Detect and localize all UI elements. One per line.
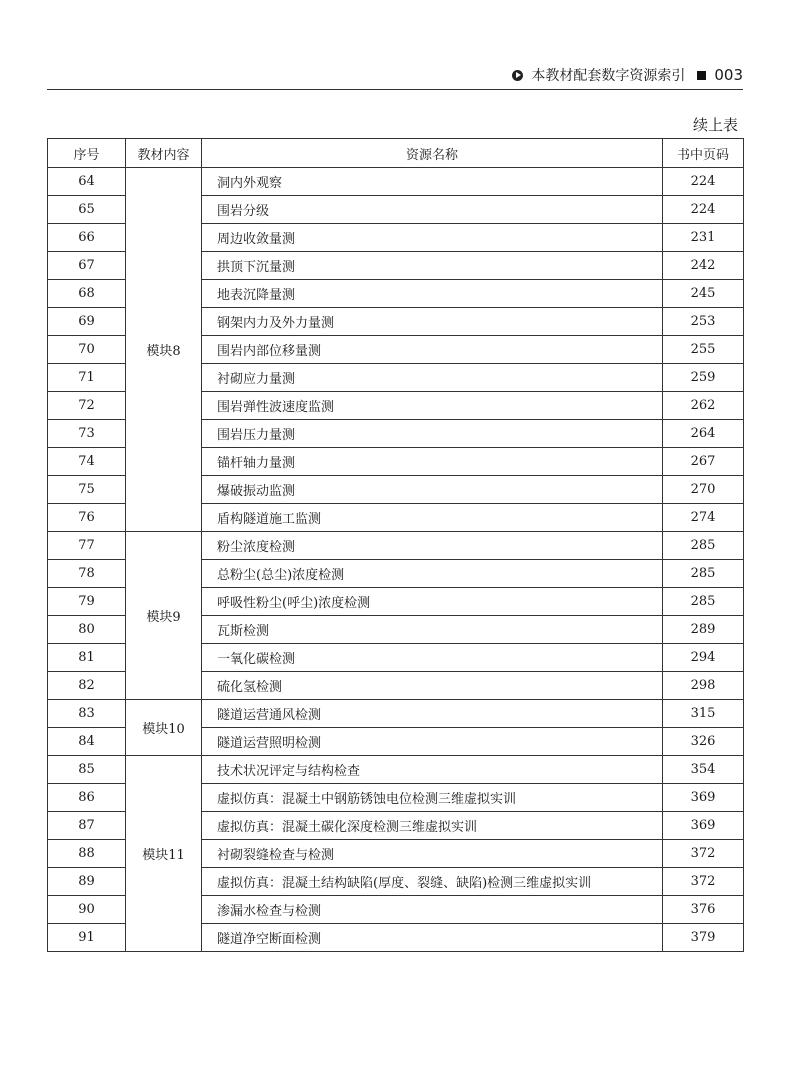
resource-name: 呼吸性粉尘(呼尘)浓度检测 [202,588,663,616]
row-index: 66 [48,224,126,252]
resource-name: 围岩分级 [202,196,663,224]
resource-name: 盾构隧道施工监测 [202,504,663,532]
row-index: 64 [48,168,126,196]
page-ref: 369 [663,812,744,840]
page-ref: 259 [663,364,744,392]
page-ref: 298 [663,672,744,700]
row-index: 71 [48,364,126,392]
module-cell: 模块9 [126,532,202,700]
table-header-row [48,139,744,168]
row-index: 86 [48,784,126,812]
row-index: 77 [48,532,126,560]
page-ref: 255 [663,336,744,364]
resource-index-table [47,138,744,952]
row-index: 68 [48,280,126,308]
page-ref: 231 [663,224,744,252]
resource-name: 虚拟仿真：混凝土碳化深度检测三维虚拟实训 [202,812,663,840]
resource-name: 周边收敛量测 [202,224,663,252]
page-ref: 294 [663,644,744,672]
table-row [48,700,744,728]
table-body [48,168,744,952]
page-ref: 245 [663,280,744,308]
page-ref: 224 [663,168,744,196]
page-ref: 372 [663,840,744,868]
page-ref: 376 [663,896,744,924]
page-ref: 289 [663,616,744,644]
square-bullet-icon [697,71,706,80]
page-ref: 267 [663,448,744,476]
page-ref: 315 [663,700,744,728]
table-row [48,532,744,560]
page-ref: 253 [663,308,744,336]
running-header [47,62,743,88]
arrow-bullet-icon [512,70,523,81]
row-index: 90 [48,896,126,924]
resource-name: 虚拟仿真：混凝土中钢筋锈蚀电位检测三维虚拟实训 [202,784,663,812]
row-index: 84 [48,728,126,756]
row-index: 74 [48,448,126,476]
page-number: 003 [714,66,743,84]
resource-name: 粉尘浓度检测 [202,532,663,560]
header-module: 教材内容 [126,139,202,168]
resource-name: 爆破振动监测 [202,476,663,504]
resource-name: 隧道净空断面检测 [202,924,663,952]
row-index: 89 [48,868,126,896]
page-ref: 369 [663,784,744,812]
resource-name: 总粉尘(总尘)浓度检测 [202,560,663,588]
resource-name: 渗漏水检查与检测 [202,896,663,924]
header-name: 资源名称 [202,139,663,168]
page-ref: 274 [663,504,744,532]
header-title: 本教材配套数字资源索引 [531,68,686,84]
page-ref: 224 [663,196,744,224]
row-index: 67 [48,252,126,280]
row-index: 83 [48,700,126,728]
header-index: 序号 [48,139,126,168]
row-index: 82 [48,672,126,700]
row-index: 65 [48,196,126,224]
resource-name: 虚拟仿真：混凝土结构缺陷(厚度、裂缝、缺陷)检测三维虚拟实训 [202,868,663,896]
resource-name: 拱顶下沉量测 [202,252,663,280]
row-index: 69 [48,308,126,336]
row-index: 78 [48,560,126,588]
row-index: 91 [48,924,126,952]
header-page: 书中页码 [663,139,744,168]
page-ref: 285 [663,588,744,616]
row-index: 73 [48,420,126,448]
resource-name: 技术状况评定与结构检查 [202,756,663,784]
table-row [48,168,744,196]
resource-name: 隧道运营通风检测 [202,700,663,728]
row-index: 85 [48,756,126,784]
table-row [48,756,744,784]
page-ref: 242 [663,252,744,280]
row-index: 81 [48,644,126,672]
resource-name: 锚杆轴力量测 [202,448,663,476]
page-ref: 270 [663,476,744,504]
resource-name: 一氧化碳检测 [202,644,663,672]
row-index: 76 [48,504,126,532]
page-ref: 354 [663,756,744,784]
row-index: 79 [48,588,126,616]
page-ref: 372 [663,868,744,896]
page-ref: 262 [663,392,744,420]
row-index: 87 [48,812,126,840]
module-cell: 模块10 [126,700,202,756]
page-ref: 264 [663,420,744,448]
resource-name: 钢架内力及外力量测 [202,308,663,336]
row-index: 75 [48,476,126,504]
resource-name: 地表沉降量测 [202,280,663,308]
resource-name: 衬砌应力量测 [202,364,663,392]
module-cell: 模块8 [126,168,202,532]
resource-name: 洞内外观察 [202,168,663,196]
continued-label: 续上表 [692,116,738,134]
row-index: 72 [48,392,126,420]
page-ref: 285 [663,560,744,588]
resource-name: 围岩弹性波速度监测 [202,392,663,420]
page-ref: 285 [663,532,744,560]
page-ref: 379 [663,924,744,952]
module-cell: 模块11 [126,756,202,952]
resource-name: 瓦斯检测 [202,616,663,644]
page-ref: 326 [663,728,744,756]
resource-name: 硫化氢检测 [202,672,663,700]
resource-name: 围岩内部位移量测 [202,336,663,364]
row-index: 88 [48,840,126,868]
header-rule [47,89,743,90]
resource-name: 隧道运营照明检测 [202,728,663,756]
row-index: 70 [48,336,126,364]
resource-name: 衬砌裂缝检查与检测 [202,840,663,868]
resource-name: 围岩压力量测 [202,420,663,448]
row-index: 80 [48,616,126,644]
